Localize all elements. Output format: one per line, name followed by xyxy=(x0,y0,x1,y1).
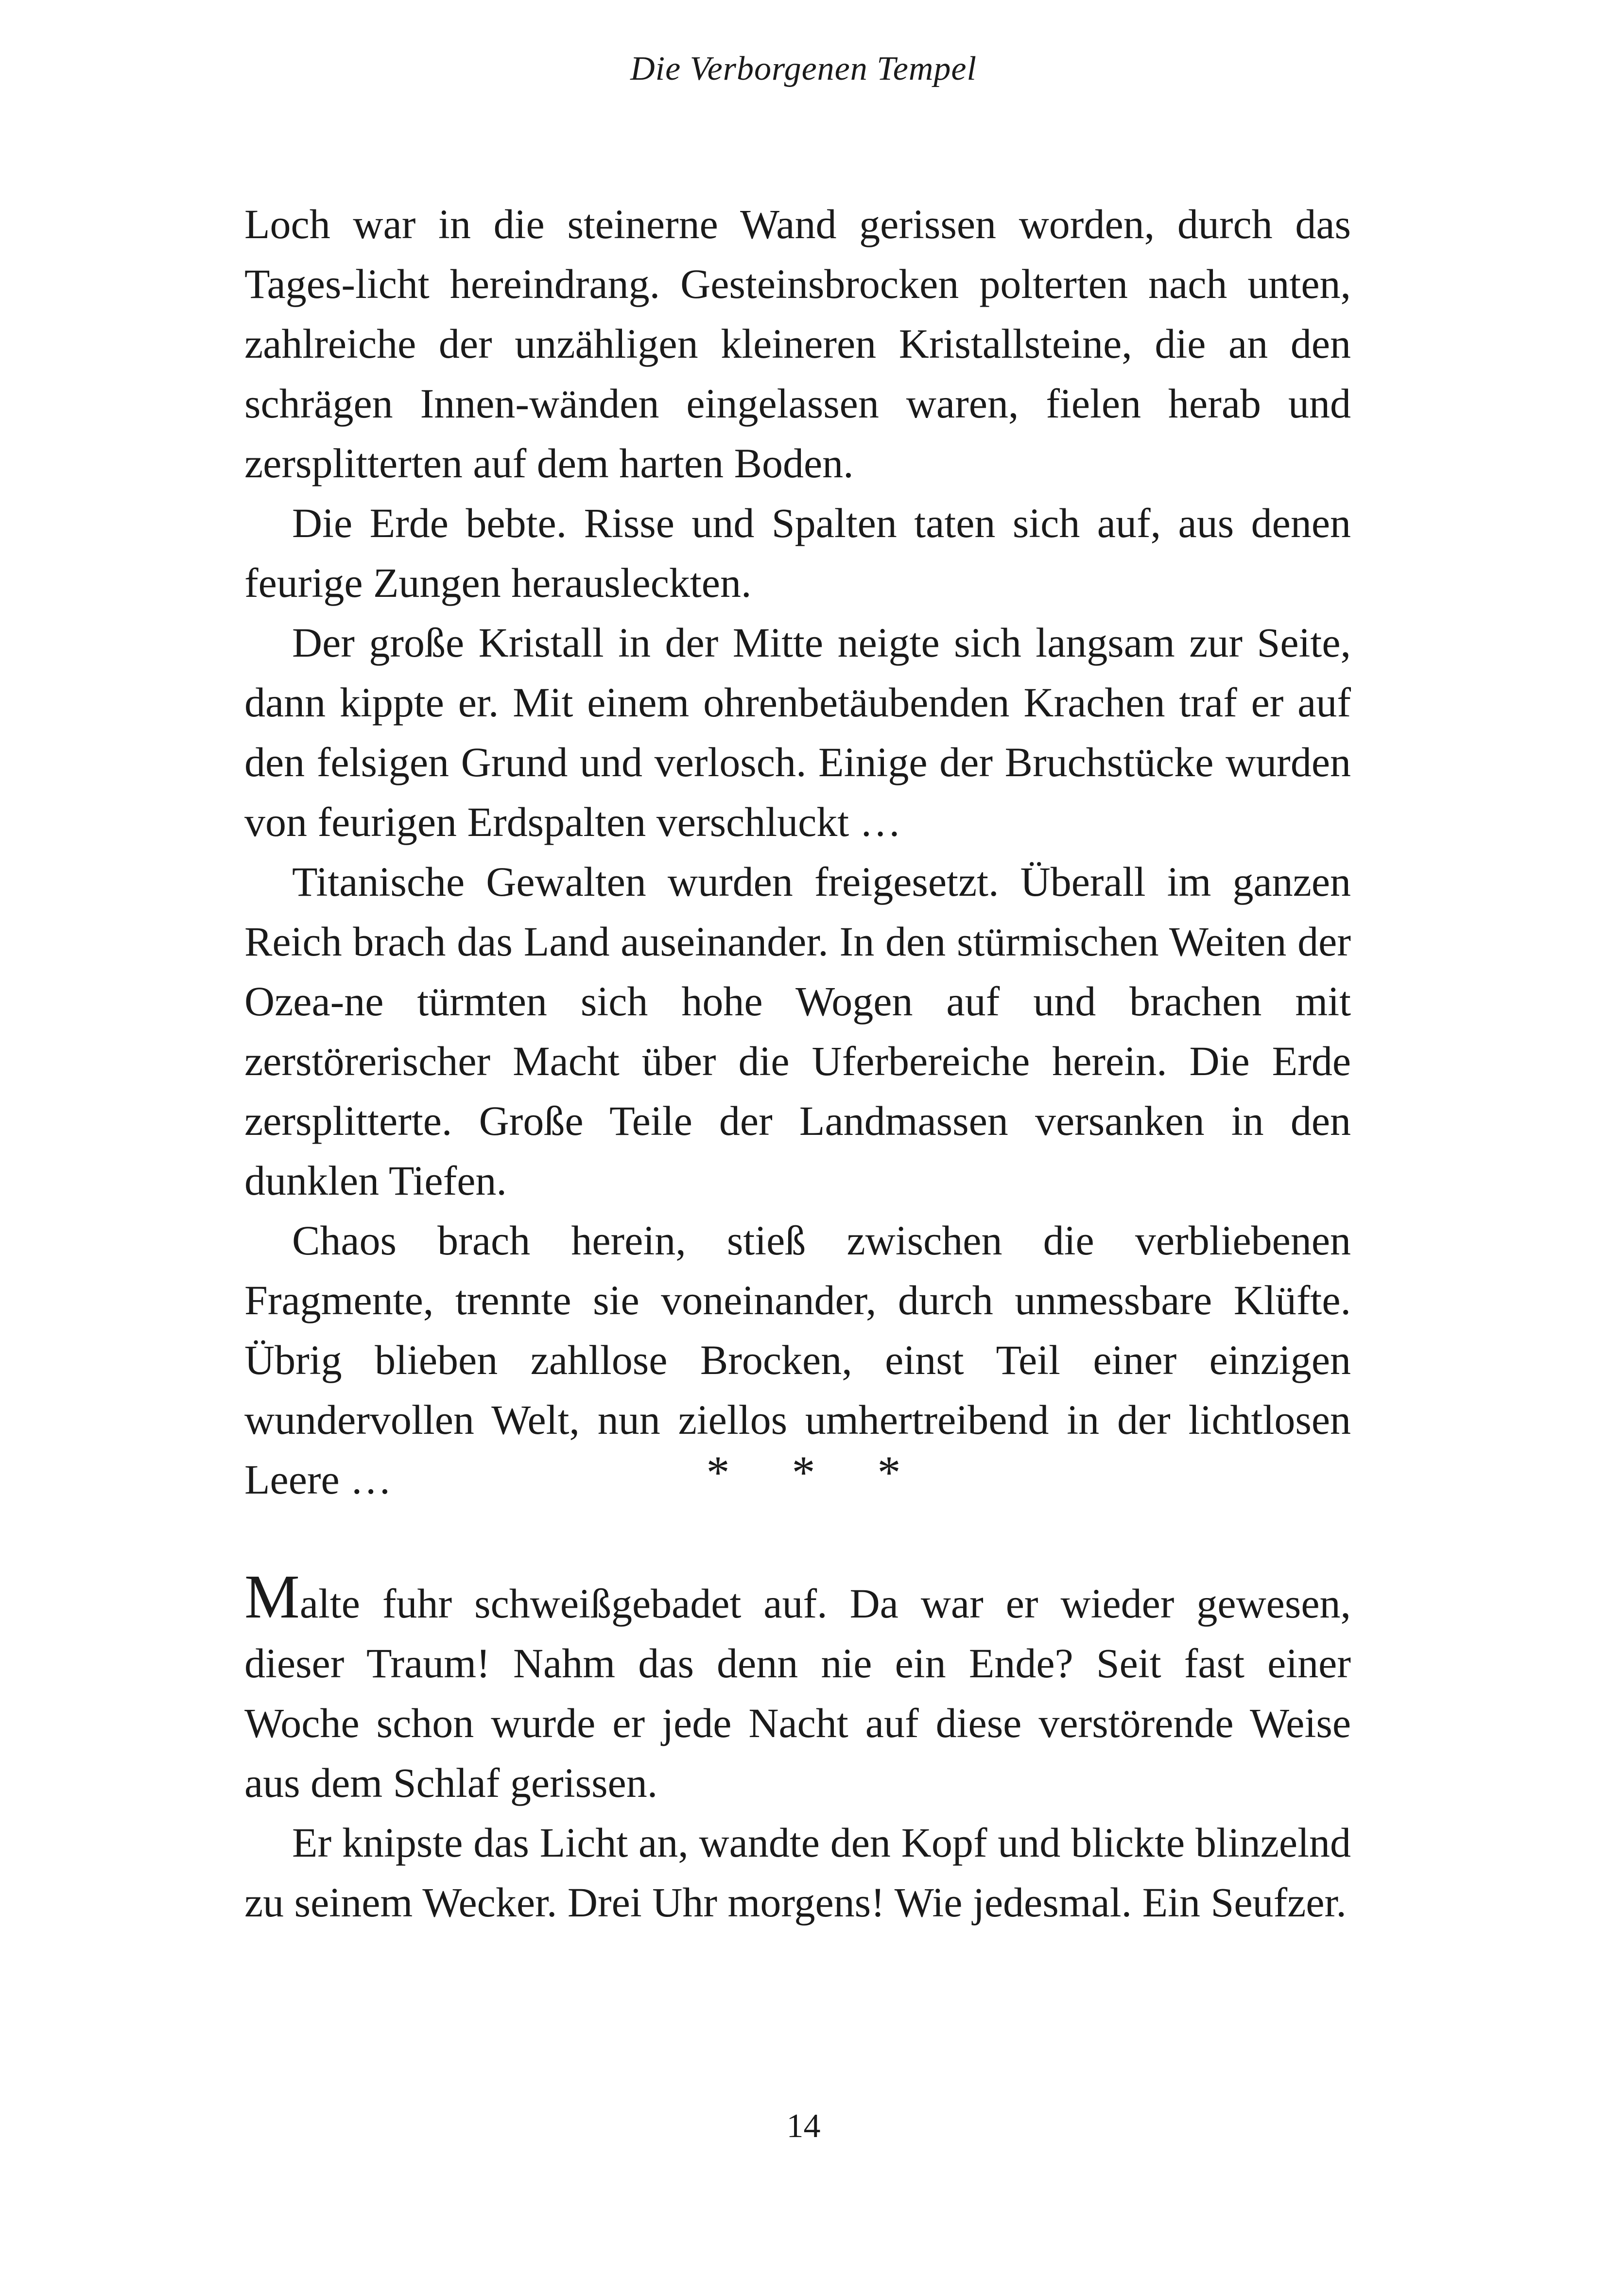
paragraph: Loch war in die steinerne Wand gerissen worden, durch das Tages-licht hereindrang. Gesteinsbrocken polterten nach unten, zahlreiche der unzähligen kleineren Kristallsteine, die an den schrägen Innen-wänden eingelassen waren, fielen herab und zersplitterten auf dem harten Boden. xyxy=(244,201,1351,487)
body-text-section-2 xyxy=(244,1562,1351,1932)
paragraph: Die Erde bebte. Risse und Spalten taten sich auf, aus denen feurige Zungen herausleckten. xyxy=(244,500,1351,606)
paragraph: Der große Kristall in der Mitte neigte sich langsam zur Seite, dann kippte er. Mit einem ohrenbetäubenden Krachen traf er auf den felsigen Grund und verlosch. Einige der Bruchstücke wurden von feurigen Erdspalten verschluckt … xyxy=(244,619,1351,845)
paragraph-with-initial xyxy=(244,1562,1351,1813)
body-text-section-1 xyxy=(244,194,1351,1510)
section-separator: * * * xyxy=(706,1446,926,1498)
paragraph: Er knipste das Licht an, wandte den Kopf und blickte blinzelnd zu seinem Wecker. Drei Uhr morgens! Wie jedesmal. Ein Seufzer. xyxy=(244,1819,1351,1926)
paragraph: Chaos brach herein, stieß zwischen die verbliebenen Fragmente, trennte sie voneinander, durch unmessbare Klüfte. Übrig blieben zahllose Brocken, einst Teil einer einzigen wundervollen Welt, nun ziellos umhertreibend in der lichtlosen Leere … xyxy=(244,1217,1351,1503)
initial-letter: M xyxy=(244,1562,300,1631)
page-number: 14 xyxy=(786,2107,821,2145)
paragraph-text: alte fuhr schweißgebadet auf. Da war er wieder gewesen, dieser Traum! Nahm das denn nie ein Ende? Seit fast einer Woche schon wurde er jede Nacht auf diese verstörende Weise aus dem Schlaf gerissen. xyxy=(244,1580,1351,1806)
paragraph: Titanische Gewalten wurden freigesetzt. Überall im ganzen Reich brach das Land auseinander. In den stürmischen Weiten der Ozea-ne türmten sich hohe Wogen auf und brachen mit zerstörerischer Macht über die Uferbereiche herein. Die Erde zersplitterte. Große Teile der Landmassen versanken in den dunklen Tiefen. xyxy=(244,858,1351,1204)
running-title: Die Verborgenen Tempel xyxy=(630,50,977,87)
